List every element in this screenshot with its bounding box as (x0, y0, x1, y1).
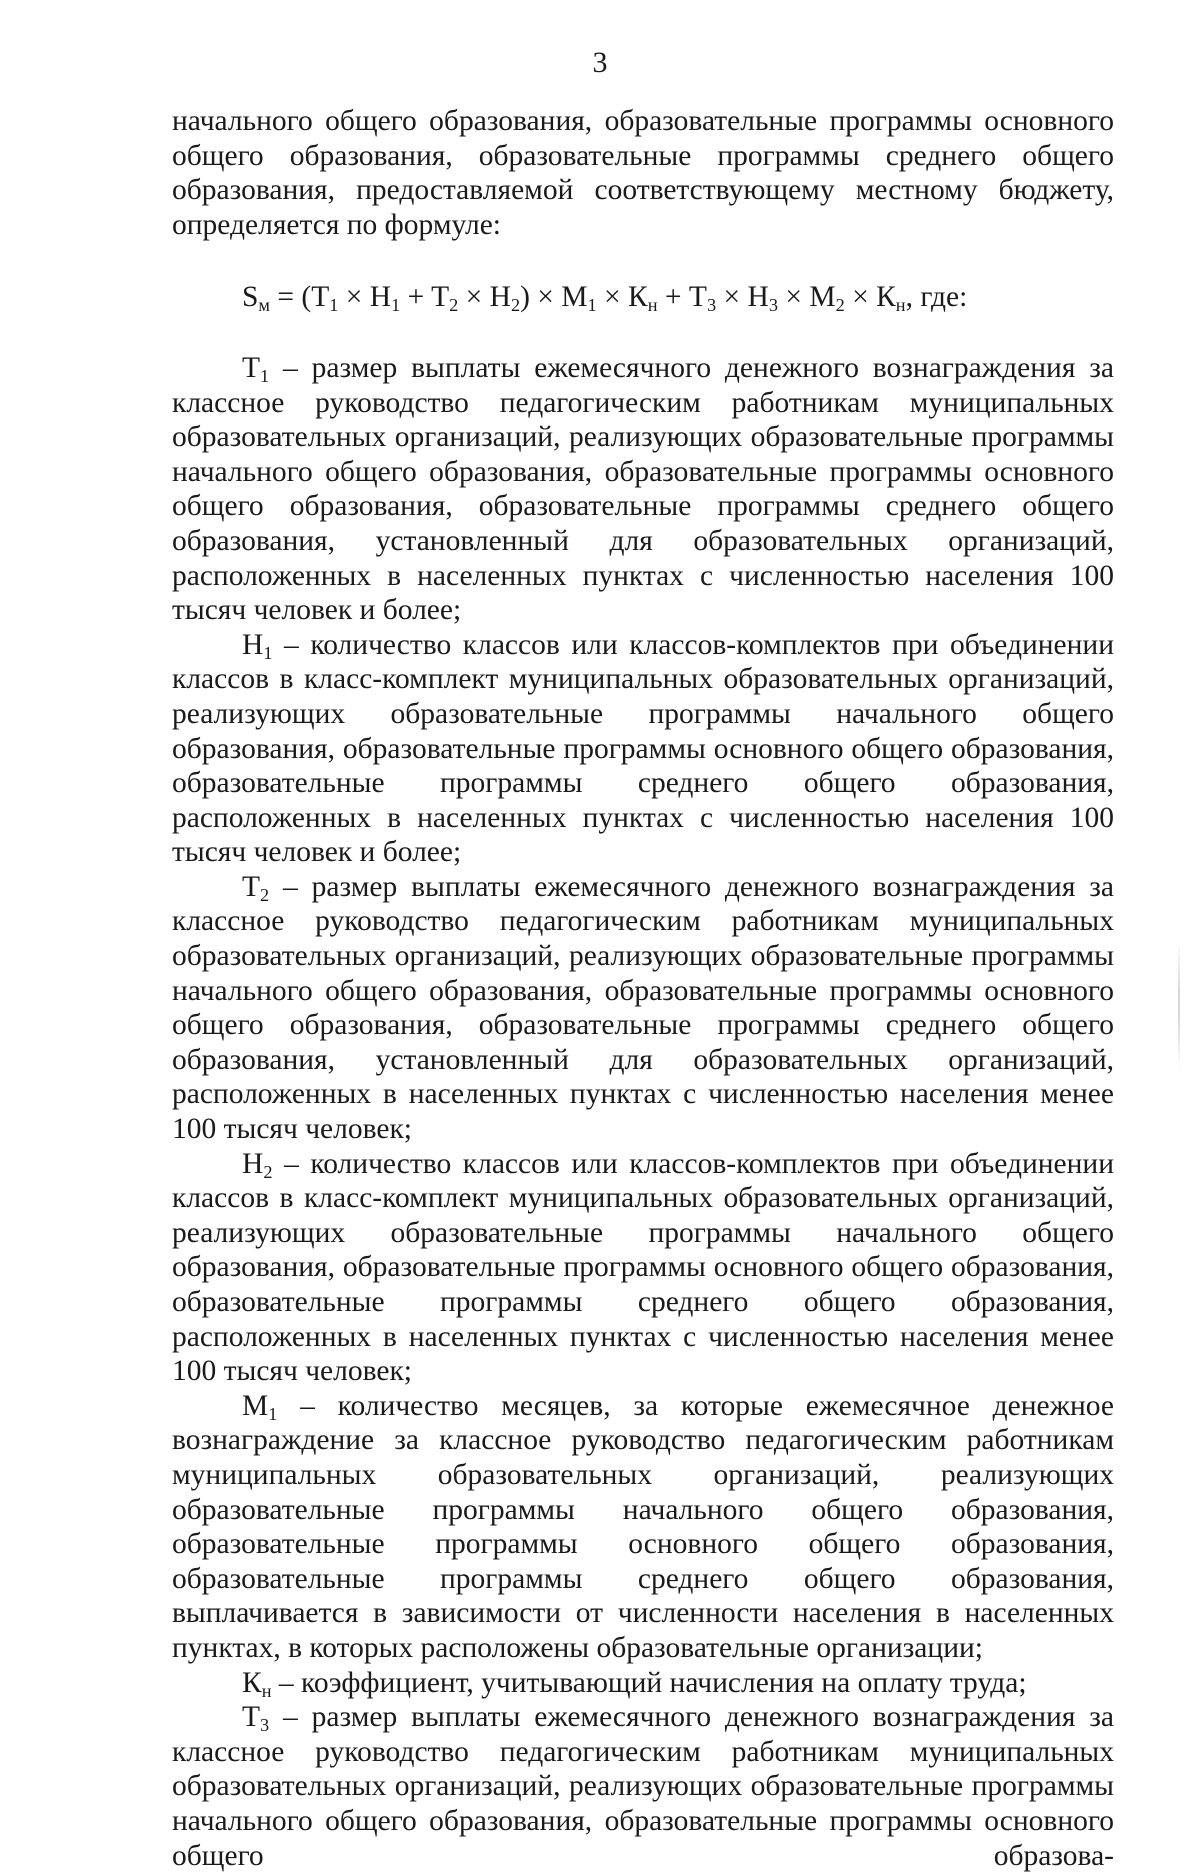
definition-symbol: M (242, 1389, 269, 1422)
definition-h2 (172, 1147, 1114, 1389)
definition-symbol: К (242, 1666, 262, 1699)
formula-lhs-sub: м (258, 295, 270, 316)
definition-m1 (172, 1389, 1114, 1666)
definition-symbol: H (242, 1147, 264, 1180)
formula-part: × M (777, 281, 836, 314)
definition-symbol-sub: н (261, 1680, 272, 1701)
definition-kn (172, 1666, 1114, 1701)
formula-part: × H (338, 281, 392, 314)
formula-part: × К (844, 281, 896, 314)
definition-symbol: T (242, 1701, 261, 1734)
definition-text: – количество классов или классов-комплектов при объединении классов в класс-комплект муниципальных образовательных организаций, реализующих образовательные программы начального общего образования, образовательные программы основного общего образования, образовательные программы среднего общего образования, расположенных в населенных пунктах с численностью населения 100 тысяч человек и более; (172, 628, 1114, 869)
definition-symbol: H (242, 628, 264, 661)
definition-symbol: T (242, 351, 261, 384)
definition-t2 (172, 870, 1114, 1147)
formula-sub: 2 (510, 295, 521, 316)
formula-sub: 1 (391, 295, 401, 316)
formula-part: ) × M (520, 281, 588, 314)
definition-symbol-sub: 2 (263, 1161, 273, 1182)
document-body (172, 104, 1114, 1873)
formula-sub: 1 (587, 295, 597, 316)
definition-text: – размер выплаты ежемесячного денежного вознаграждения за классное руководство педагогическим работникам муниципальных образовательных организаций, реализующих образовательные программы начального общего образования, образовательные программы основного общего образования, образовательные программы среднего общего образования, установленный для образовательных организаций, расположенных в населенных пунктах с численностью населения менее 100 тысяч человек; (172, 870, 1114, 1146)
formula (172, 280, 1114, 315)
formula-part: + T (400, 281, 450, 314)
formula-part: × H (716, 281, 769, 314)
definition-text: – размер выплаты ежемесячного денежного вознаграждения за классное руководство педагогическим работникам муниципальных образовательных организаций, реализующих образовательные программы начального общего образования, образовательные программы основного общего образования, образовательные программы среднего общего образования, установленный для образовательных организаций, расположенных в населенных пунктах с численностью населения 100 тысяч человек и более; (172, 351, 1114, 627)
definition-text: – размер выплаты ежемесячного денежного вознаграждения за классное руководство педагогическим работникам муниципальных образовательных организаций, реализующих образовательные программы начального общего образования, образовательные программы основного общего образова- (172, 1701, 1114, 1872)
formula-sub: 2 (835, 295, 845, 316)
formula-sub: 2 (449, 295, 459, 316)
definition-symbol-sub: 1 (263, 642, 273, 663)
formula-sub: 1 (329, 295, 339, 316)
definition-symbol-sub: 1 (260, 366, 270, 387)
formula-part: + T (657, 281, 707, 314)
definition-symbol-sub: 3 (260, 1715, 270, 1736)
scan-margin-mark (1178, 940, 1180, 1070)
definition-symbol: T (242, 870, 261, 903)
definition-h1 (172, 628, 1114, 870)
definition-t1 (172, 351, 1114, 628)
formula-part: × К (596, 281, 648, 314)
definition-text: – количество месяцев, за которые ежемесячное денежное вознаграждение за классное руководство педагогическим работникам муниципальных образовательных организаций, реализующих образовательные программы начального общего образования, образовательные программы основного общего образования, образовательные программы среднего общего образования, выплачивается в зависимости от численности населения в населенных пунктах, в которых расположены образовательные организации; (172, 1389, 1114, 1664)
formula-sub: н (895, 295, 906, 316)
definition-text: – количество классов или классов-комплектов при объединении классов в класс-комплект муниципальных образовательных организаций, реализующих образовательные программы начального общего образования, образовательные программы основного общего образования, образовательные программы среднего общего образования, расположенных в населенных пунктах с численностью населения менее 100 тысяч человек; (172, 1147, 1114, 1388)
formula-sub: 3 (706, 295, 717, 316)
formula-part: = (T (270, 281, 330, 314)
formula-sub: н (647, 295, 658, 316)
definition-text: – коэффициент, учитывающий начисления на оплату труда; (271, 1666, 1027, 1699)
formula-tail: , где: (905, 281, 968, 314)
definitions-list (172, 351, 1114, 1873)
definition-symbol-sub: 2 (260, 884, 270, 905)
page-number: 3 (592, 46, 608, 79)
intro-paragraph: начального общего образования, образовательные программы основного общего образования, образовательные программы среднего общего образования, предоставляемой соответствующему местному бюджету, определяется по формуле: (172, 105, 1114, 241)
formula-sub: 3 (768, 295, 778, 316)
formula-lhs: S (242, 281, 259, 314)
formula-part: × H (458, 281, 511, 314)
definition-symbol-sub: 1 (268, 1403, 278, 1424)
definition-t3 (172, 1700, 1114, 1873)
